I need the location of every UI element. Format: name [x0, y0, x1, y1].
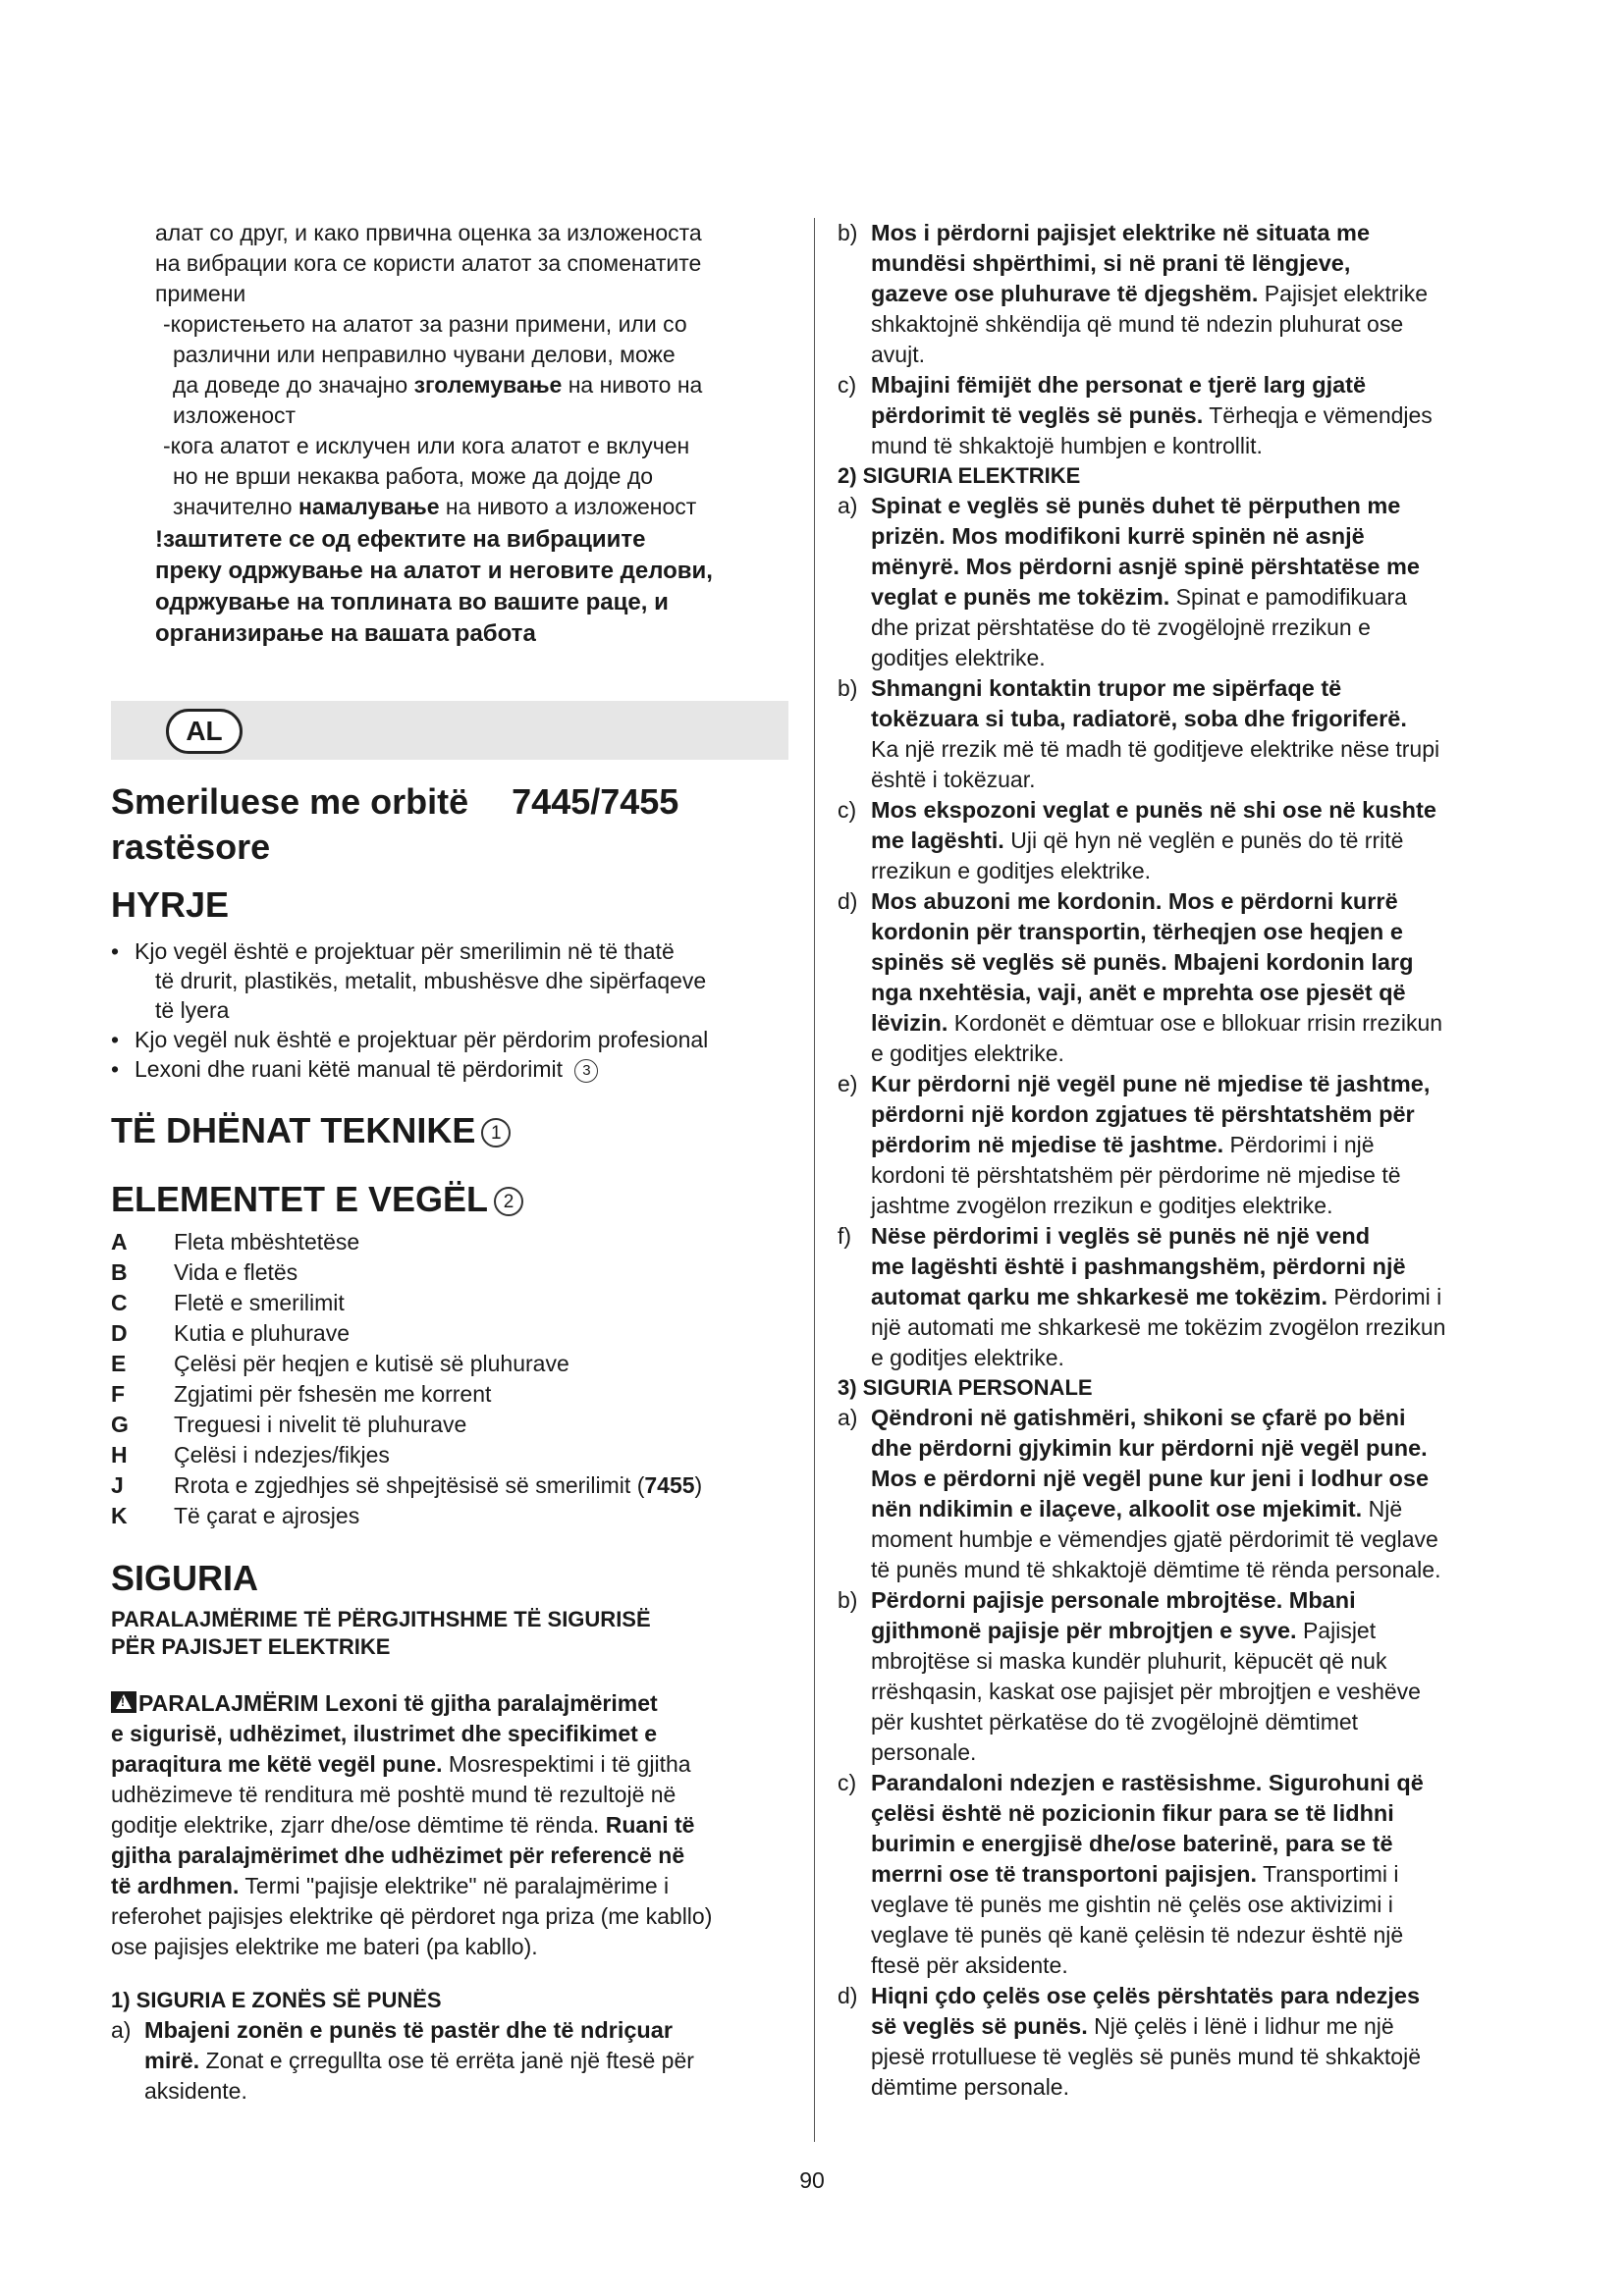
rule-work-area-c: c) Mbajini fëmijët dhe personat e tjerë larg gjatë përdorimit të veglës së punës. Tërheqja e vëmendjes mund të shkaktojë humbjen e kontrollit. — [838, 372, 1433, 458]
dash-item-1: -користењето на алатот за разни примени, или со различни или неправилно чувани делови, може да доведе до значајно зголемување на нивото на изложеност — [163, 311, 703, 428]
bullet-item: • Kjo vegël nuk është e projektuar për përdorim profesional — [111, 1025, 788, 1054]
column-divider — [814, 218, 815, 2142]
rule-personal-c: c) Parandaloni ndezjen e rastësishme. Sigurohuni që çelësi është në pozicionin fikur para se të lidhni burimin e energjisë dhe/ose baterinë, para se të merrni ose të transportoni pajisjen. Transportimi i veglave të punës me gishtin në çelës ose aktivizimi i veglave të punës që kanë çelësin të ndezur është një ftesë për aksidente. — [838, 1770, 1424, 1978]
product-title: Smeriluese me orbitë 7445/7455 rastësore — [111, 781, 679, 867]
list-item: K Të çarat e ajrosjes — [111, 1503, 360, 1528]
general-warnings-heading: PARALAJMËRIME TË PËRGJITHSHME TË SIGURISË PËR PAJISJET ELEKTRIKE — [111, 1607, 651, 1659]
page-number: 90 — [799, 2167, 825, 2193]
left-column — [111, 218, 788, 2107]
heading-personal-safety: 3) SIGURIA PERSONALE — [838, 1375, 1093, 1400]
figure-ref-2: 2 — [494, 1187, 523, 1216]
elements-list — [111, 1227, 788, 1531]
rule-electrical-a: a) Spinat e veglës së punës duhet të përputhen me prizën. Mos modifikoni kurrë spinën në asnjë mënyrë. Mos përdorni asnjë spinë përshtatëse me veglat e punës me tokëzim. Spinat e pamodifikuara dhe prizat përshtatëse do të zvogëlojnë rrezikun e goditjes elektrike. — [838, 493, 1420, 670]
intro-line: примени — [155, 281, 246, 306]
rule-electrical-b: b) Shmangni kontaktin trupor me sipërfaqe të tokëzuara si tuba, radiatorë, soba dhe frigoriferë. Ka një rrezik më të madh të goditjeve elektrike nëse trupi është i tokëzuar. — [838, 675, 1440, 792]
warning-icon — [111, 1691, 136, 1713]
rule-electrical-d: d) Mos abuzoni me kordonin. Mos e përdorni kurrë kordonin për transportin, tërheqjen ose heqjen e spinës së veglës së punës. Mbajeni kordonin larg nga nxehtësia, vaji, anët e mprehta ose pjesët që lëvizin. Kordonët e dëmtuar ose e bllokuar rrisin rrezikun e goditjes elektrike. — [838, 888, 1443, 1066]
list-item: C Fletë e smerilimit — [111, 1290, 345, 1315]
intro-bullets — [111, 936, 788, 1084]
list-item: H Çelësi i ndezjes/fikjes — [111, 1442, 390, 1468]
intro-line: алат со друг, и како првична оценка за изложеноста — [155, 220, 702, 245]
dash-item-2: -кога алатот е исклучен или кога алатот е вклучен но не врши некаква работа, може да дојде до значително намалување на нивото а изложеност — [163, 433, 697, 519]
language-badge: AL — [166, 709, 243, 754]
list-item: A Fleta mbështetëse — [111, 1229, 360, 1255]
list-item: D Kutia e pluhurave — [111, 1320, 351, 1346]
rule-work-area-b: b) Mos i përdorni pajisjet elektrike në situata me mundësi shpërthimi, si në prani të lëngjeve, gazeve ose pluhurave të djegshëm. Pajisjet elektrike shkaktojnë shkëndija që mund të ndezin pluhurat ose avujt. — [838, 220, 1428, 367]
general-warning-paragraph: !PARALAJMËRIM Lexoni të gjitha paralajmërimet e sigurisë, udhëzimet, ilustrimet dhe specifikimet e paraqitura me këtë vegël pune. Mosrespektimi i të gjitha udhëzimeve të renditura më poshtë mund të rezultojë në goditje elektrike, zjarr dhe/ose dëmtime të rënda. Ruani të gjitha paralajmërimet dhe udhëzimet për referencë në të ardhmen. Termi "pajisje elektrike" në paralajmërime i referohet pajisjes elektrike që përdoret nga priza (me kabllo) ose pajisjes elektrike me bateri (pa kabllo). — [111, 1688, 788, 1962]
heading-electrical-safety: 2) SIGURIA ELEKTRIKE — [838, 463, 1081, 488]
heading-technical-data: TË DHËNAT TEKNIKE 1 — [111, 1109, 788, 1152]
figure-ref-1: 1 — [481, 1118, 511, 1148]
intro-line: на вибрации кога се користи алатот за споменатите — [155, 250, 702, 276]
rule-personal-d: d) Hiqni çdo çelës ose çelës përshtatës para ndezjes së veglës së punës. Një çelës i lënë i lidhur me një pjesë rrotulluese të veglës së punës mund të shkaktojë dëmtime personale. — [838, 1983, 1421, 2100]
rule-electrical-c: c) Mos ekspozoni veglat e punës në shi ose në kushte me lagështi. Uji që hyn në veglën e punës do të rritë rrezikun e goditjes elektrike. — [838, 797, 1436, 883]
list-item: J Rrota e zgjedhjes së shpejtësisë së smerilimit (7455) — [111, 1472, 703, 1498]
bullet-item: • Kjo vegël është e projektuar për smerilimin në të thatë të drurit, plastikës, metalit, mbushësve dhe sipërfaqeve të lyera — [111, 936, 788, 1025]
bullet-item: • Lexoni dhe ruani këtë manual të përdorimit 3 — [111, 1054, 788, 1084]
list-item: B Vida e fletës — [111, 1259, 298, 1285]
heading-siguria: SIGURIA — [111, 1558, 259, 1598]
list-item: E Çelësi për heqjen e kutisë së pluhurave — [111, 1351, 569, 1376]
list-item: G Treguesi i nivelit të pluhurave — [111, 1412, 467, 1437]
figure-ref-3: 3 — [574, 1059, 598, 1083]
language-bar — [111, 701, 788, 760]
heading-hyrje: HYRJE — [111, 884, 230, 925]
heading-elements: ELEMENTET E VEGËL 2 — [111, 1178, 788, 1221]
right-column — [838, 218, 1525, 2103]
rule-personal-a: a) Qëndroni në gatishmëri, shikoni se çfarë po bëni dhe përdorni gjykimin kur përdorni një vegël pune. Mos e përdorni një vegël pune kur jeni i lodhur ose nën ndikimin e ilaçeve, alkoolit ose mjekimit. Një moment humbje e vëmendjes gjatë përdorimit të veglave të punës mund të shkaktojë dëmtime të rënda personale. — [838, 1405, 1441, 1582]
rule-work-area-a: a) Mbajeni zonën e punës të pastër dhe të ndriçuar mirë. Zonat e çrregullta ose të errëta janë një ftesë për aksidente. — [111, 2017, 694, 2104]
rule-personal-b: b) Përdorni pajisje personale mbrojtëse. Mbani gjithmonë pajisje për mbrojtjen e syve. Pajisjet mbrojtëse si maska kundër pluhurit, këpucët që nuk rrëshqasin, kaskat ose pajisjet për mbrojtjen e veshëve për kushtet përkatëse do të zvogëlojnë dëmtimet personale. — [838, 1587, 1421, 1765]
rule-electrical-f: f) Nëse përdorimi i veglës së punës në një vend me lagështi është i pashmangshëm, përdorni një automat qarku me shkarkesë me tokëzim. Përdorimi i një automati me shkarkesë me tokëzim zvogëlon rrezikun e goditjes elektrike. — [838, 1223, 1446, 1370]
rule-electrical-e: e) Kur përdorni një vegël pune në mjedise të jashtme, përdorni një kordon zgjatues të përshtatshëm për përdorim në mjedise të jashtme. Përdorimi i një kordoni të përshtatshëm për përdorime në mjedise të jashtme zvogëlon rrezikun e goditjes elektrike. — [838, 1071, 1431, 1218]
vibration-warning: !заштитете се од ефектите на вибрациите преку одржување на алатот и неговите делови, одржување на топлината во вашите раце, и организирање на вашата работа — [155, 526, 713, 647]
list-item: F Zgjatimi për fshesën me korrent — [111, 1381, 492, 1407]
heading-work-area-safety: 1) SIGURIA E ZONËS SË PUNËS — [111, 1988, 442, 2012]
